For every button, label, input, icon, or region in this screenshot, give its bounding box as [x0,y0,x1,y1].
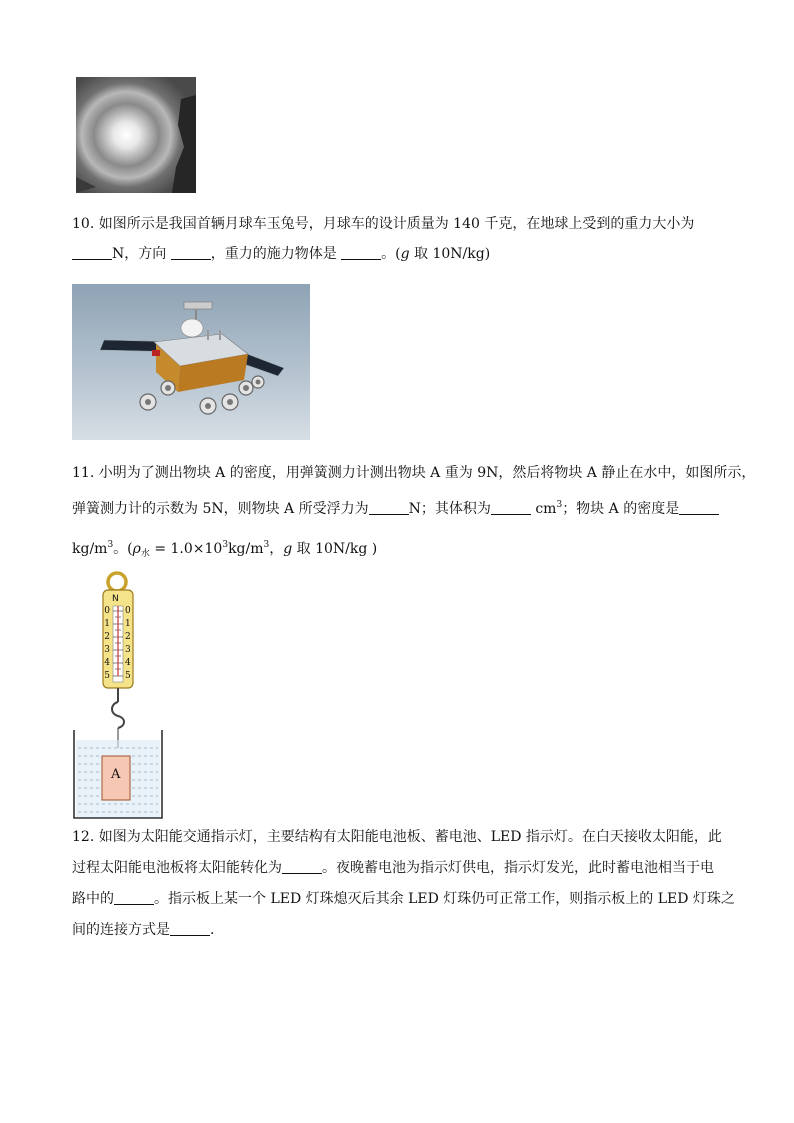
scale-tick-label: 5 [104,671,110,681]
q11-text-1: 小明为了测出物块 A 的密度，用弹簧测力计测出物块 A 重为 9N，然后将物块 A 静止在水中，如图所示， [98,465,756,481]
q11-text-2b: N；其体积为 [408,501,491,517]
q11-line-1 [72,463,755,483]
q11-unit-cm: cm [535,501,557,517]
q12-text-2: 过程太阳能电池板将太阳能转化为 [72,860,282,876]
scale-tick-label: 4 [104,658,110,668]
scale-tick-label: 3 [104,645,110,655]
q12-text-2-end: 。夜晚蓄电池为指示灯供电，指示灯发光，此时蓄电池相当于电 [322,860,714,876]
scale-tick-label: 0 [104,606,110,616]
scale-tick-label: 4 [125,658,131,668]
q10-text-mid: ，重力的施力物体是 [210,246,337,262]
lunar-rover-image [72,284,310,440]
q11-text-tail: 取 10N/kg ) [296,541,378,557]
q12-number: 12. [72,829,95,845]
q11-unit-kgm: kg/m [72,541,108,557]
q11-rho-sub: 水 [140,549,150,559]
q11-text-open: 。( [113,541,133,557]
q10-g-symbol: g [400,246,410,262]
q11-text-2a: 弹簧测力计的示数为 5N，则物块 A 所受浮力为 [72,501,369,517]
q12-blank-energy[interactable] [282,859,322,874]
scale-unit-label: N [112,594,119,604]
q10-text-end: 。( [381,246,401,262]
q11-blank-volume[interactable] [491,500,531,515]
q12-text-4: 间的连接方式是 [72,922,170,938]
q12-blank-component[interactable] [114,890,154,905]
spring-scale-diagram [70,570,166,820]
q11-number: 11. [72,465,95,481]
scale-ticks-right [125,605,137,683]
q10-blank-weight[interactable] [72,245,112,260]
q12-text-3: 路中的 [72,891,114,907]
q12-line-2 [72,858,714,878]
q12-text-4-end: . [210,922,215,938]
q10-blank-direction[interactable] [171,245,211,260]
block-a-label: A [111,767,121,782]
q11-text-eq: = 1.0×10 [154,541,223,557]
q11-unit-cm-exp: 3 [556,500,563,510]
scale-tick-label: 1 [125,619,131,629]
q10-text-1: 如图所示是我国首辆月球车玉兔号，月球车的设计质量为 140 千克，在地球上受到的重力大小为 [98,216,695,232]
q12-line-1 [72,827,722,847]
q12-text-3-end: 。指示板上某一个 LED 灯珠熄灭后其余 LED 灯珠仍可正常工作，则指示板上的 LED 灯珠之 [154,891,735,907]
scale-tick-label: 2 [104,632,110,642]
q10-number: 10. [72,216,95,232]
scale-ticks-left [98,605,110,683]
q11-rho-symbol: ρ [132,541,141,557]
scale-tick-label: 2 [125,632,131,642]
q10-text-unit: N，方向 [112,246,167,262]
q10-blank-source[interactable] [341,245,381,260]
q11-g-symbol: g [283,541,293,557]
q11-text-sep: ， [269,541,284,557]
q11-blank-density[interactable] [679,500,719,515]
scale-tick-label: 0 [125,606,131,616]
q10-line-2 [72,244,490,264]
q12-line-4 [72,920,214,940]
q11-pow: 3 [222,540,229,550]
q11-line-3 [72,539,377,559]
q11-text-2c: ；物块 A 的密度是 [562,501,680,517]
halo-photo [76,77,196,193]
q11-line-2 [72,499,719,519]
scale-tick-label: 5 [125,671,131,681]
scale-tick-label: 3 [125,645,131,655]
q12-blank-connection[interactable] [170,921,210,936]
scale-tick-label: 1 [104,619,110,629]
q11-blank-buoyancy[interactable] [369,500,409,515]
q10-text-tail: 取 10N/kg) [414,246,491,262]
q11-unit-kgm-exp: 3 [107,540,114,550]
q11-unit-kgm2: kg/m [228,541,264,557]
q10-line-1 [72,214,694,234]
q11-unit-kgm2-exp: 3 [263,540,270,550]
q12-text-1: 如图为太阳能交通指示灯，主要结构有太阳能电池板、蓄电池、LED 指示灯。在白天接收太阳能，此 [98,829,722,845]
q12-line-3 [72,889,735,909]
